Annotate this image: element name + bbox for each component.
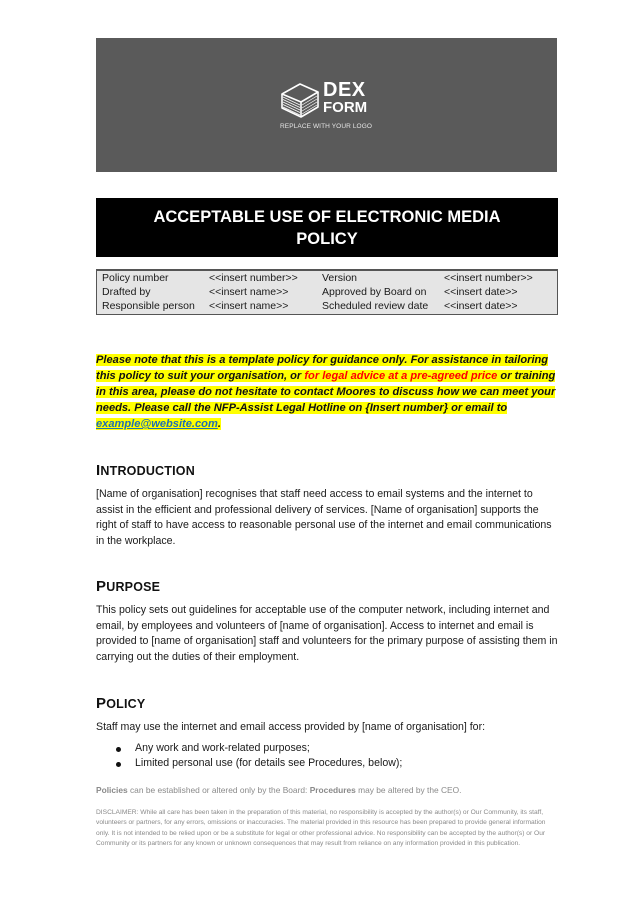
meta-label: Scheduled review date <box>322 300 429 312</box>
title-line-1: ACCEPTABLE USE OF ELECTRONIC MEDIA <box>153 208 501 226</box>
logo-text-form: FORM <box>323 99 368 116</box>
footer-procedures-text: may be altered by the CEO. <box>355 785 462 795</box>
heading-initial: P <box>96 578 107 595</box>
notice-part-1: Please note that this is a template policy for guidance only. For assistance in tailoring this policy to suit your organisation, or <box>96 354 549 382</box>
footer-policies-label: Policies <box>96 785 128 795</box>
list-item-text: Limited personal use (for details see Procedures, below); <box>135 757 403 769</box>
purpose-body: This policy sets out guidelines for acceptable use of the computer network, including internet and email, by employees and volunteers of [name of organisation]. Access to internet and email is provided to [name of organisation] staff and volunteers for the primary purpose of assisting them in carrying out the duties of their employment. <box>96 604 558 663</box>
heading-initial: P <box>96 695 107 712</box>
footer-policy-note <box>96 785 558 795</box>
meta-row <box>97 285 557 299</box>
logo-placeholder <box>96 38 557 172</box>
meta-row <box>97 299 557 313</box>
logo-subtitle: REPLACE WITH YOUR LOGO <box>280 123 373 130</box>
meta-value[interactable]: <<insert date>> <box>444 300 518 312</box>
heading-purpose <box>96 578 160 595</box>
policy-bullet-list <box>96 741 558 771</box>
meta-value[interactable]: <<insert name>> <box>209 300 289 312</box>
meta-label: Policy number <box>102 272 169 284</box>
policy-metadata-table <box>96 269 558 315</box>
list-item <box>96 756 558 771</box>
notice-text <box>96 354 555 430</box>
heading-initial: I <box>96 462 101 479</box>
list-item <box>96 741 558 756</box>
heading-introduction <box>96 462 195 479</box>
meta-label: Approved by Board on <box>322 286 427 298</box>
meta-row <box>97 271 557 285</box>
meta-value[interactable]: <<insert number>> <box>209 272 298 284</box>
document-title <box>96 198 558 257</box>
meta-label: Responsible person <box>102 300 195 312</box>
notice-part-2: or training in this area, please do not hesitate to contact Moores to discuss how we can meet your needs. Please call the NFP-Assist Legal Hotline on {Insert number} or email to <box>96 370 556 414</box>
bullet-icon <box>116 762 121 767</box>
introduction-body: [Name of organisation] recognises that staff need access to email systems and the internet to assist in the efficient and professional delivery of services. [Name of organisation] supports the right of staff to have access to reasonable personal use of the internet and email communications in the workplace. <box>96 488 552 547</box>
meta-label: Version <box>322 272 358 284</box>
meta-label: Drafted by <box>102 286 151 298</box>
title-line-2: POLICY <box>296 230 358 248</box>
heading-rest: OLICY <box>106 697 146 711</box>
disclaimer: DISCLAIMER: While all care has been taken in the preparation of this material, no responsibility is accepted by the author(s) or Our Community, its staff, volunteers or partners, for any errors, omissions or inaccuracies. The material provided in this resource has been prepared to provide general information only. It is not intended to be relied upon or be a substitute for legal or other professional advice. No responsibility can be accepted by the author(s) or Our Community or its partners for any known or unknown consequences that may result from reliance on any information provided in this publication. <box>96 809 546 847</box>
notice-end: . <box>217 418 221 430</box>
heading-rest: URPOSE <box>106 580 161 594</box>
footer-policies-text: can be established or altered only by the Board: <box>127 785 310 795</box>
meta-value[interactable]: <<insert name>> <box>209 286 289 298</box>
logo <box>280 80 376 134</box>
policy-body: Staff may use the internet and email access provided by [name of organisation] for: <box>96 721 486 733</box>
meta-value[interactable]: <<insert number>> <box>444 272 533 284</box>
paper-stack-icon <box>280 80 320 120</box>
list-item-text: Any work and work-related purposes; <box>135 742 310 754</box>
logo-text-dex: DEX <box>323 79 366 101</box>
email-link[interactable]: example@website.com <box>96 418 218 430</box>
bullet-icon <box>116 747 121 752</box>
notice-legal-advice: for legal advice at a pre-agreed price <box>304 370 498 382</box>
template-notice <box>96 352 558 432</box>
heading-rest: NTRODUCTION <box>100 464 195 478</box>
footer-procedures-label: Procedures <box>309 785 356 795</box>
heading-policy <box>96 695 145 712</box>
meta-value[interactable]: <<insert date>> <box>444 286 518 298</box>
